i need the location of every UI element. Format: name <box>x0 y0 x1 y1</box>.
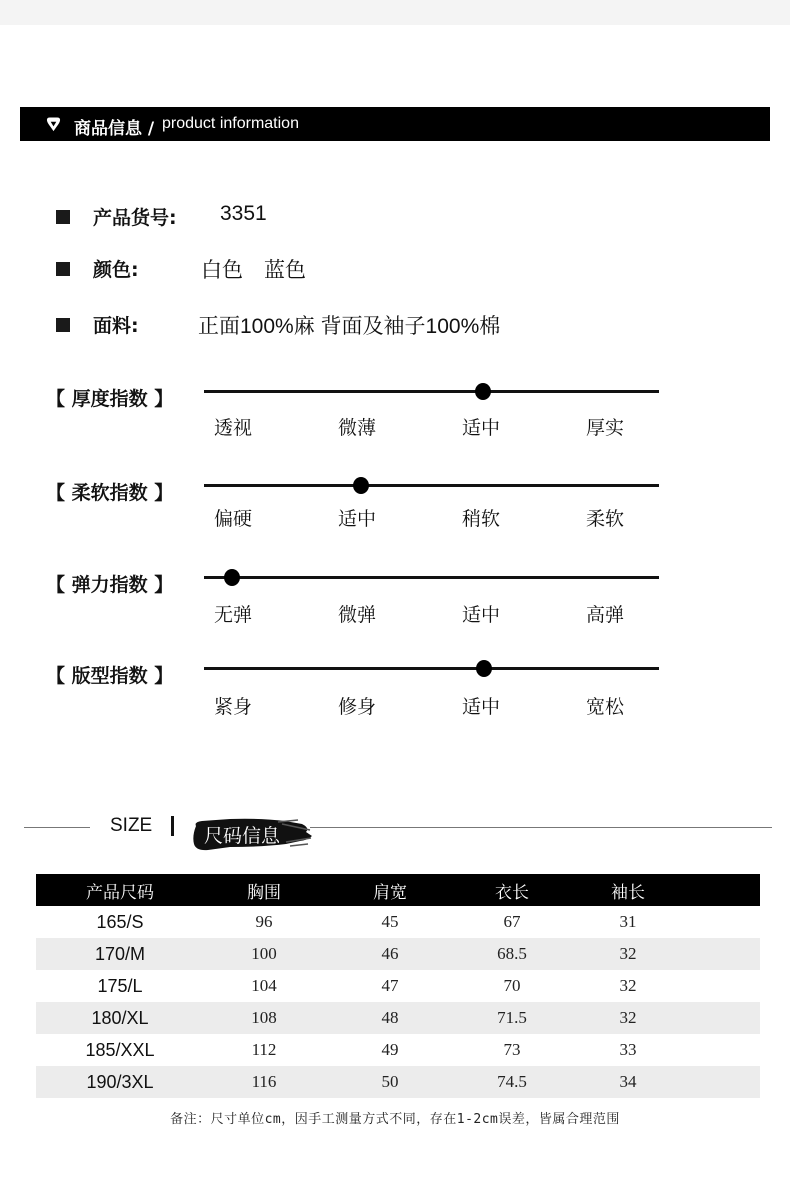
cell-shoulder: 46 <box>324 938 456 970</box>
cell-empty <box>688 1002 760 1034</box>
index-option: 厚实 <box>586 417 625 439</box>
cell-length: 73 <box>503 1040 521 1059</box>
section-title-cn: 商品信息 / <box>74 119 155 139</box>
square-bullet-icon <box>56 210 70 224</box>
index-option: 柔软 <box>586 508 625 530</box>
top-band <box>0 0 790 25</box>
cell-chest: 112 <box>251 1040 277 1059</box>
square-bullet-icon <box>56 318 70 332</box>
header-shoulder: 肩宽 <box>324 874 456 906</box>
index-track <box>204 667 659 670</box>
index-option: 微薄 <box>338 417 377 439</box>
fabric-value: 正面100%麻 背面及袖子100%棉 <box>198 315 501 338</box>
index-track <box>204 484 659 487</box>
index-label: 【 厚度指数 】 <box>46 388 174 410</box>
cell-empty <box>688 1066 760 1098</box>
softness-index <box>0 484 790 554</box>
cell-sleeve: 33 <box>619 1040 637 1059</box>
square-bullet-icon <box>56 262 70 276</box>
cell-sleeve: 32 <box>568 1002 688 1034</box>
size-label: SIZE <box>110 815 153 836</box>
index-option: 修身 <box>338 696 377 718</box>
index-track <box>204 576 659 579</box>
color-label: 颜色: <box>93 259 139 281</box>
cell-shoulder: 47 <box>381 976 399 995</box>
table-row <box>36 1002 760 1034</box>
cell-empty <box>688 906 760 938</box>
cell-shoulder: 49 <box>381 1040 399 1059</box>
size-section-header <box>0 808 790 858</box>
index-knob <box>476 660 492 677</box>
elasticity-index <box>0 576 790 646</box>
cell-shoulder: 48 <box>324 1002 456 1034</box>
index-knob <box>475 383 491 400</box>
size-table <box>36 874 760 1098</box>
divider-line <box>24 827 90 828</box>
cell-length: 68.5 <box>456 938 568 970</box>
cell-size: 170/M <box>36 938 204 970</box>
cell-chest: 96 <box>255 912 273 931</box>
index-option: 稍软 <box>462 508 501 530</box>
table-header-row <box>36 874 760 906</box>
vertical-divider <box>171 816 174 836</box>
divider-line <box>310 827 772 828</box>
cell-empty <box>688 1034 760 1066</box>
index-option: 宽松 <box>586 696 625 718</box>
index-label: 【 版型指数 】 <box>46 665 174 687</box>
header-size: 产品尺码 <box>36 874 204 906</box>
cell-length: 67 <box>503 912 521 931</box>
index-option: 高弹 <box>586 604 625 626</box>
table-row <box>36 938 760 970</box>
cell-shoulder: 45 <box>381 912 399 931</box>
cell-length: 70 <box>503 976 521 995</box>
cell-sleeve: 32 <box>568 938 688 970</box>
cell-length: 71.5 <box>456 1002 568 1034</box>
index-label: 【 弹力指数 】 <box>46 574 174 596</box>
header-sleeve: 袖长 <box>568 874 688 906</box>
section-title-en: product information <box>162 115 299 132</box>
index-option: 透视 <box>214 417 253 439</box>
cell-size: 165/S <box>96 911 144 932</box>
color-value: 白色 蓝色 <box>201 259 306 282</box>
index-option: 偏硬 <box>214 508 253 530</box>
index-knob <box>353 477 369 494</box>
index-option: 紧身 <box>214 696 253 718</box>
header-length: 衣长 <box>456 874 568 906</box>
cell-chest: 116 <box>204 1066 324 1098</box>
cell-shoulder: 50 <box>324 1066 456 1098</box>
cell-chest: 108 <box>204 1002 324 1034</box>
size-title-cn: 尺码信息 <box>204 825 281 847</box>
fit-index <box>0 667 790 737</box>
cell-size: 180/XL <box>36 1002 204 1034</box>
cell-sleeve: 31 <box>619 912 637 931</box>
cell-empty <box>688 938 760 970</box>
index-knob <box>224 569 240 586</box>
index-option: 适中 <box>462 604 501 626</box>
table-row <box>36 906 760 938</box>
cell-chest: 104 <box>251 976 277 995</box>
table-row <box>36 1034 760 1066</box>
index-option: 适中 <box>462 417 501 439</box>
cell-size: 190/3XL <box>36 1066 204 1098</box>
cell-sleeve: 34 <box>568 1066 688 1098</box>
cell-length: 74.5 <box>456 1066 568 1098</box>
table-row <box>36 970 760 1002</box>
cell-size: 185/XXL <box>85 1039 155 1060</box>
cell-chest: 100 <box>204 938 324 970</box>
index-option: 适中 <box>462 696 501 718</box>
sku-label: 产品货号: <box>93 207 177 229</box>
table-row <box>36 1066 760 1098</box>
sku-value: 3351 <box>220 202 267 225</box>
index-option: 微弹 <box>338 604 377 626</box>
cell-size: 175/L <box>97 975 143 996</box>
heart-down-icon <box>46 117 61 132</box>
index-option: 适中 <box>338 508 377 530</box>
product-info-header <box>20 107 770 141</box>
index-track <box>204 390 659 393</box>
measurement-note: 备注：尺寸单位cm，因手工测量方式不同，存在1-2cm误差，皆属合理范围 <box>170 1112 620 1127</box>
index-label: 【 柔软指数 】 <box>46 482 174 504</box>
thickness-index <box>0 390 790 460</box>
header-empty <box>688 874 760 906</box>
cell-sleeve: 32 <box>619 976 637 995</box>
header-chest: 胸围 <box>204 874 324 906</box>
fabric-label: 面料: <box>93 315 139 337</box>
index-option: 无弹 <box>214 604 253 626</box>
cell-empty <box>688 970 760 1002</box>
